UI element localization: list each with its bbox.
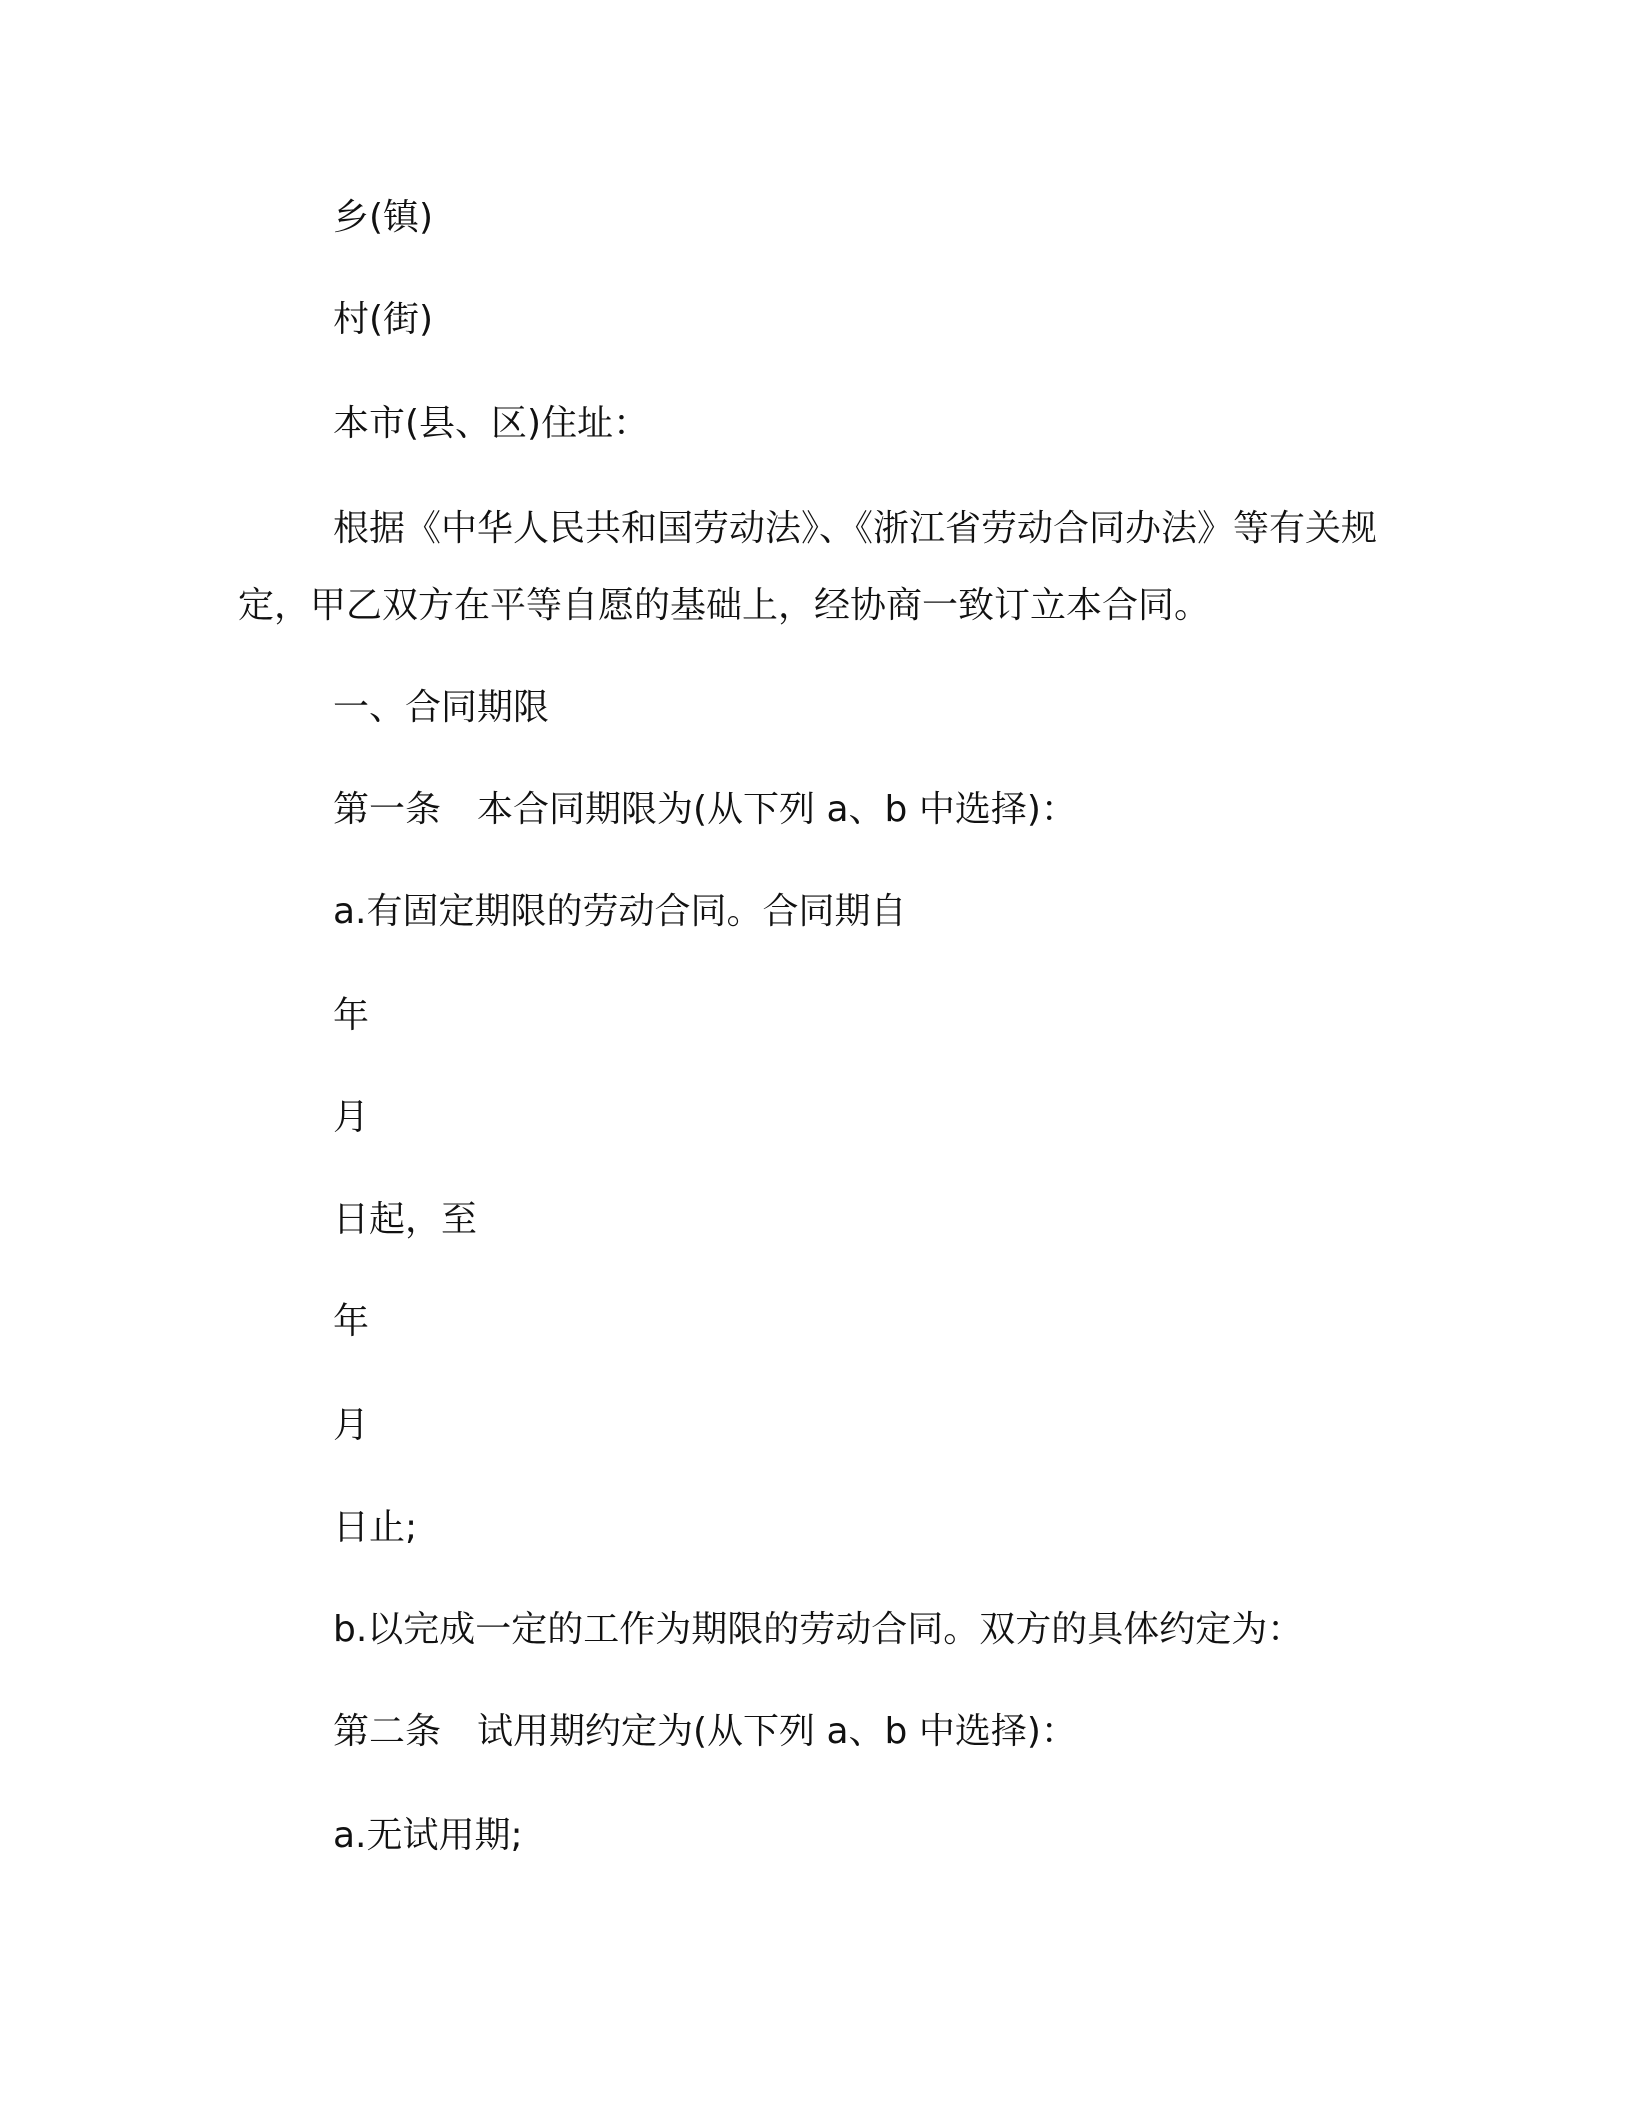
text-line-day-end: 日止; xyxy=(333,1507,418,1548)
option-a-fixed-term: a.有固定期限的劳动合同。合同期自 xyxy=(333,891,907,932)
text-line-day-start: 日起，至 xyxy=(333,1199,478,1240)
text-line-village: 村(街) xyxy=(333,299,434,340)
option-a-no-probation: a.无试用期; xyxy=(333,1815,523,1856)
text-line-month-start: 月 xyxy=(333,1097,370,1138)
section-heading-contract-term: 一、合同期限 xyxy=(333,687,550,728)
text-line-year-end: 年 xyxy=(333,1301,370,1342)
text-line-address: 本市(县、区)住址： xyxy=(333,403,650,444)
text-line-month-end: 月 xyxy=(333,1405,370,1446)
article-one: 第一条 本合同期限为(从下列 a、b 中选择)： xyxy=(333,789,1077,830)
paragraph-legal-basis: 根据《中华人民共和国劳动法》、《浙江省劳动合同办法》等有关规定，甲乙双方在平等自愿的基础上，经协商一致订立本合同。 xyxy=(238,508,1378,626)
text-line-year-start: 年 xyxy=(333,995,370,1036)
article-two: 第二条 试用期约定为(从下列 a、b 中选择)： xyxy=(333,1711,1077,1752)
option-b-task-based: b.以完成一定的工作为期限的劳动合同。双方的具体约定为： xyxy=(333,1609,1304,1650)
text-line-township: 乡(镇) xyxy=(333,197,434,238)
